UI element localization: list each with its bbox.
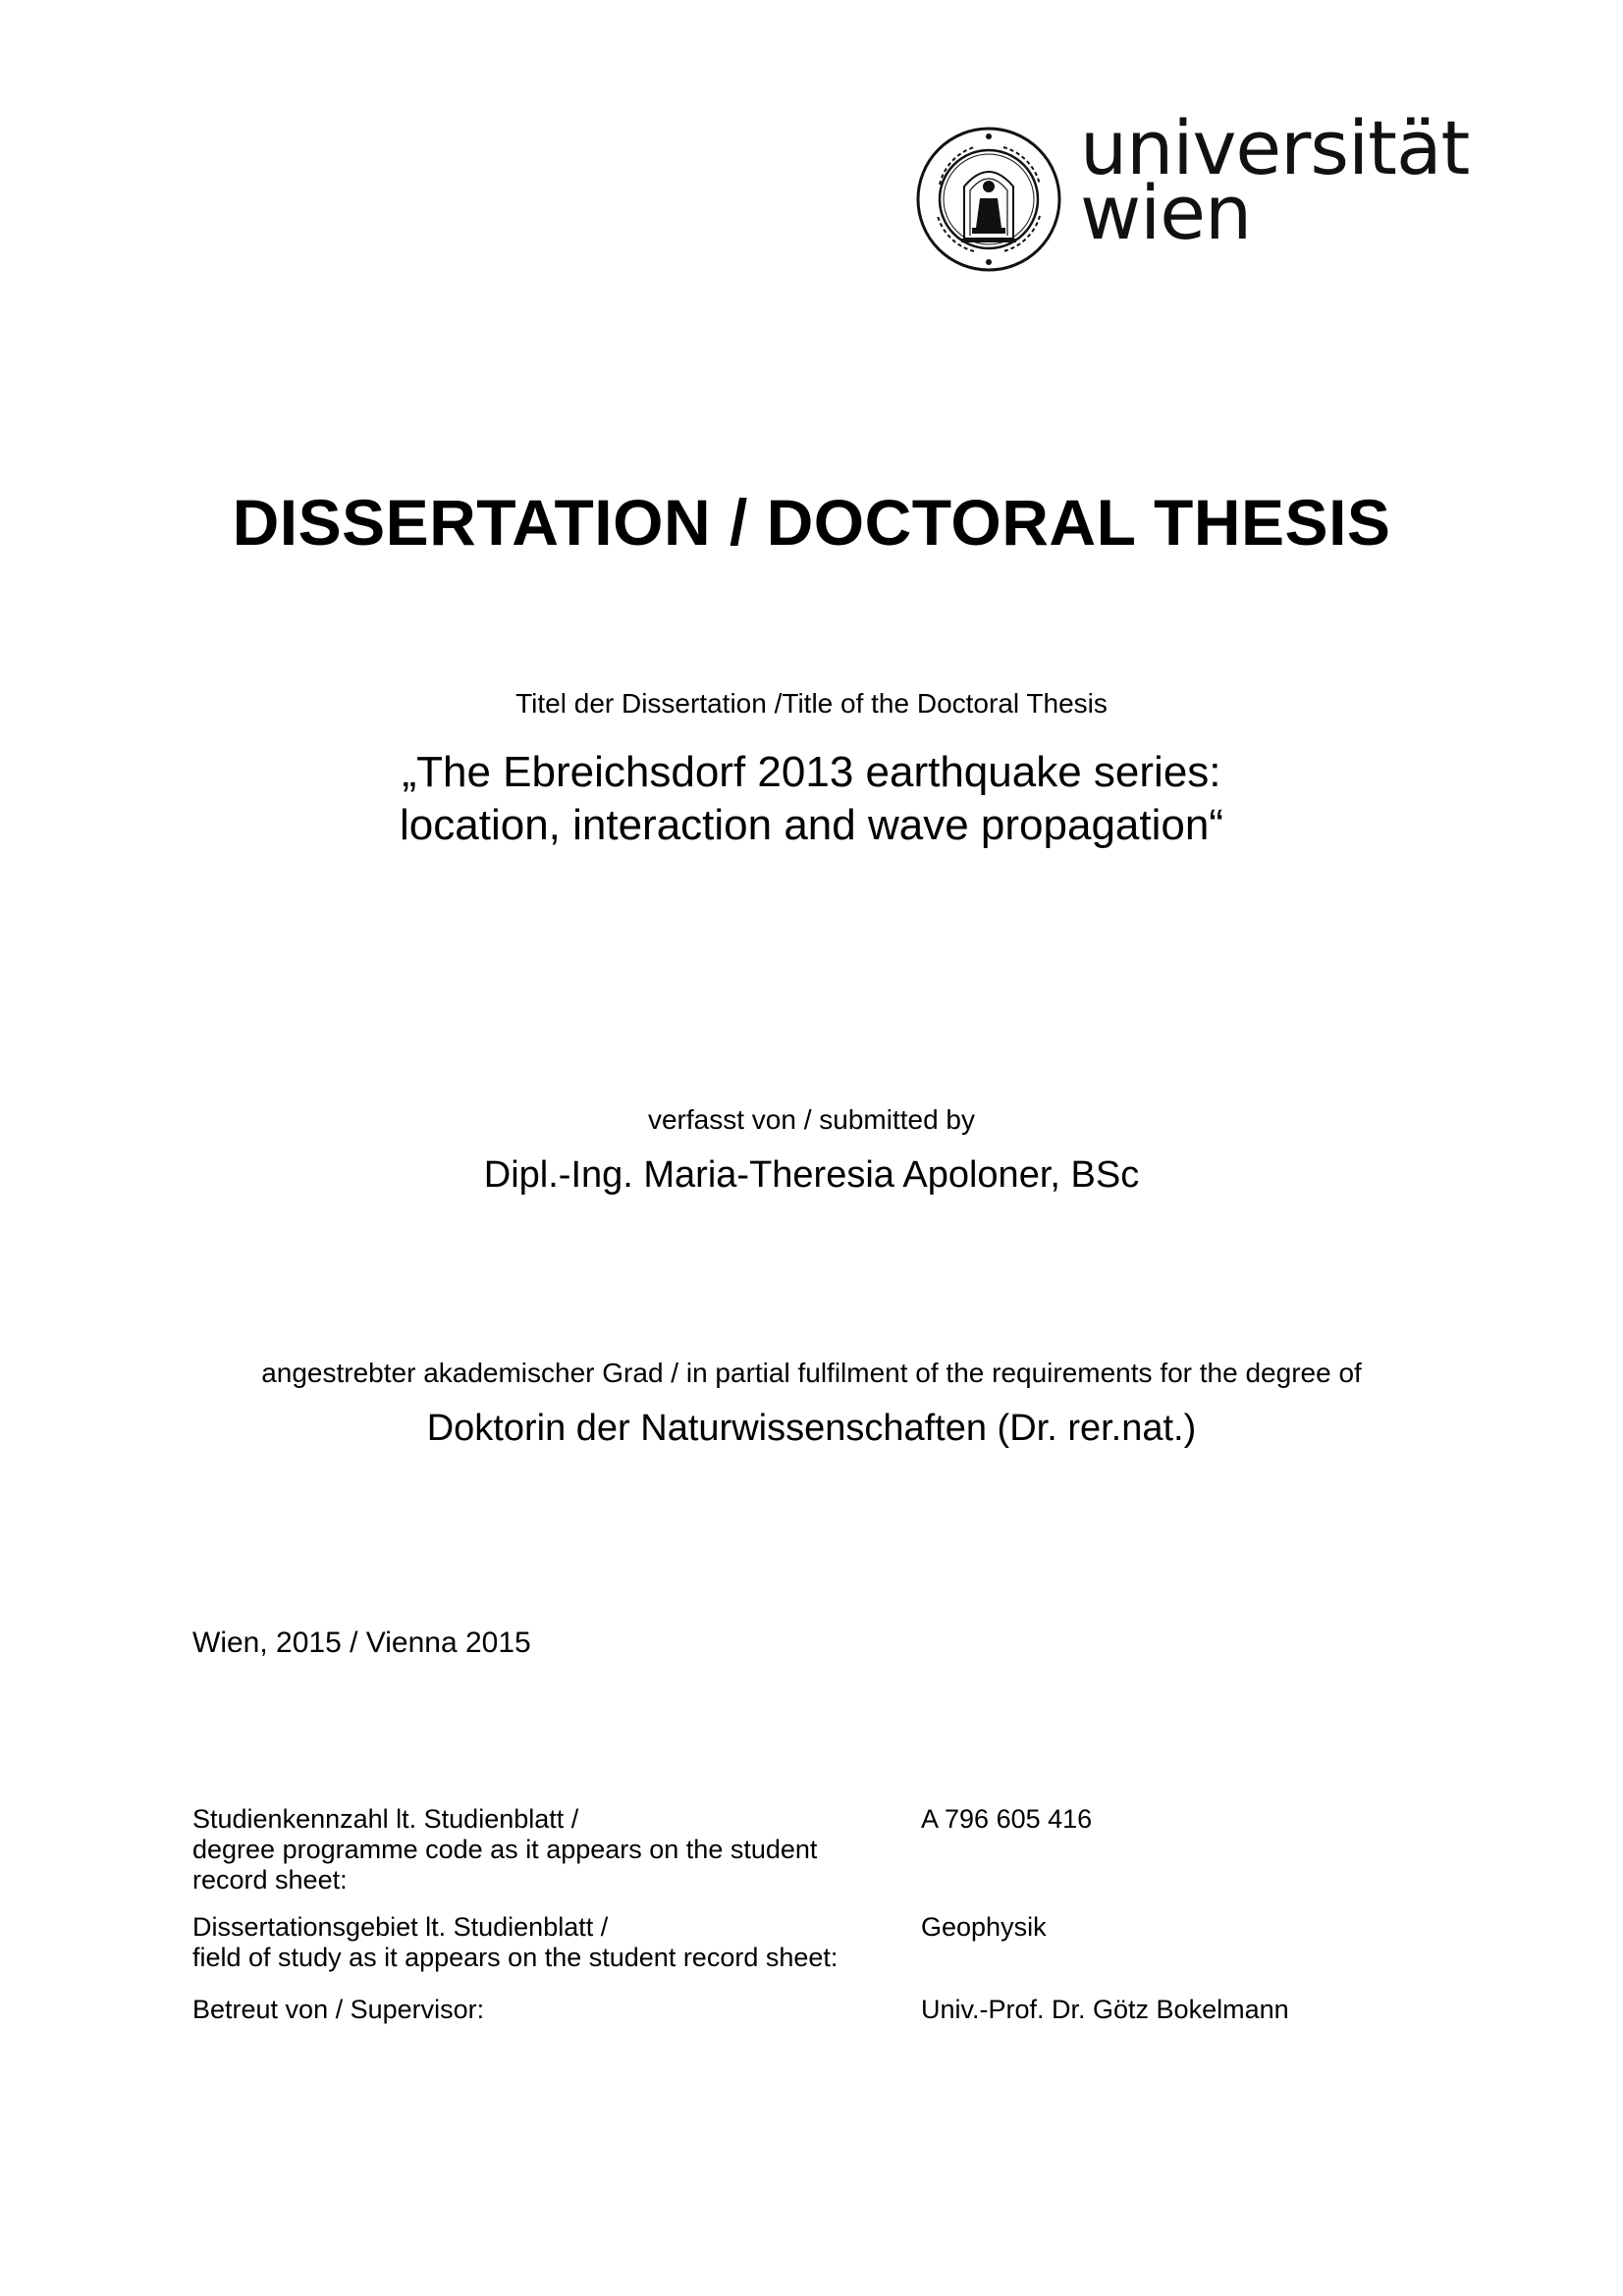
label-line: Betreut von / Supervisor: bbox=[192, 1995, 485, 2024]
field-of-study-label bbox=[192, 1912, 880, 1973]
supervisor-value: Univ.-Prof. Dr. Götz Bokelmann bbox=[921, 1995, 1289, 2024]
thesis-title-line-2: location, interaction and wave propagation“ bbox=[400, 801, 1223, 849]
degree-name: Doktorin der Naturwissenschaften (Dr. rer.nat.) bbox=[426, 1408, 1197, 1449]
thesis-title-label: Titel der Dissertation /Title of the Doctoral Thesis bbox=[515, 688, 1108, 719]
place-and-date: Wien, 2015 / Vienna 2015 bbox=[192, 1627, 531, 1659]
university-wordmark bbox=[1080, 104, 1470, 256]
label-line: Dissertationsgebiet lt. Studienblatt / bbox=[192, 1912, 609, 1942]
supervisor-label bbox=[192, 1995, 880, 2025]
programme-code-value: A 796 605 416 bbox=[921, 1804, 1093, 1834]
label-line: Studienkennzahl lt. Studienblatt / bbox=[192, 1804, 579, 1834]
degree-label: angestrebter akademischer Grad / in partial fulfilment of the requirements for the degree of bbox=[261, 1358, 1362, 1388]
submitted-by-label: verfasst von / submitted by bbox=[647, 1104, 976, 1135]
thesis-title-line-1: „The Ebreichsdorf 2013 earthquake series: bbox=[402, 748, 1221, 796]
label-line: record sheet: bbox=[192, 1865, 348, 1895]
label-line: field of study as it appears on the student record sheet: bbox=[192, 1943, 839, 1972]
author-name: Dipl.-Ing. Maria-Theresia Apoloner, BSc bbox=[483, 1154, 1140, 1196]
label-line: degree programme code as it appears on the student bbox=[192, 1835, 818, 1864]
thesis-title bbox=[0, 746, 1623, 852]
field-of-study-value: Geophysik bbox=[921, 1912, 1047, 1942]
wordmark-line-2: wien bbox=[1080, 169, 1252, 256]
programme-code-label bbox=[192, 1804, 880, 1896]
document-type-heading: DISSERTATION / DOCTORAL THESIS bbox=[232, 486, 1391, 559]
university-seal-icon bbox=[915, 126, 1062, 273]
wordmark-line-1: universität bbox=[1080, 104, 1470, 191]
university-logo bbox=[915, 104, 1504, 283]
